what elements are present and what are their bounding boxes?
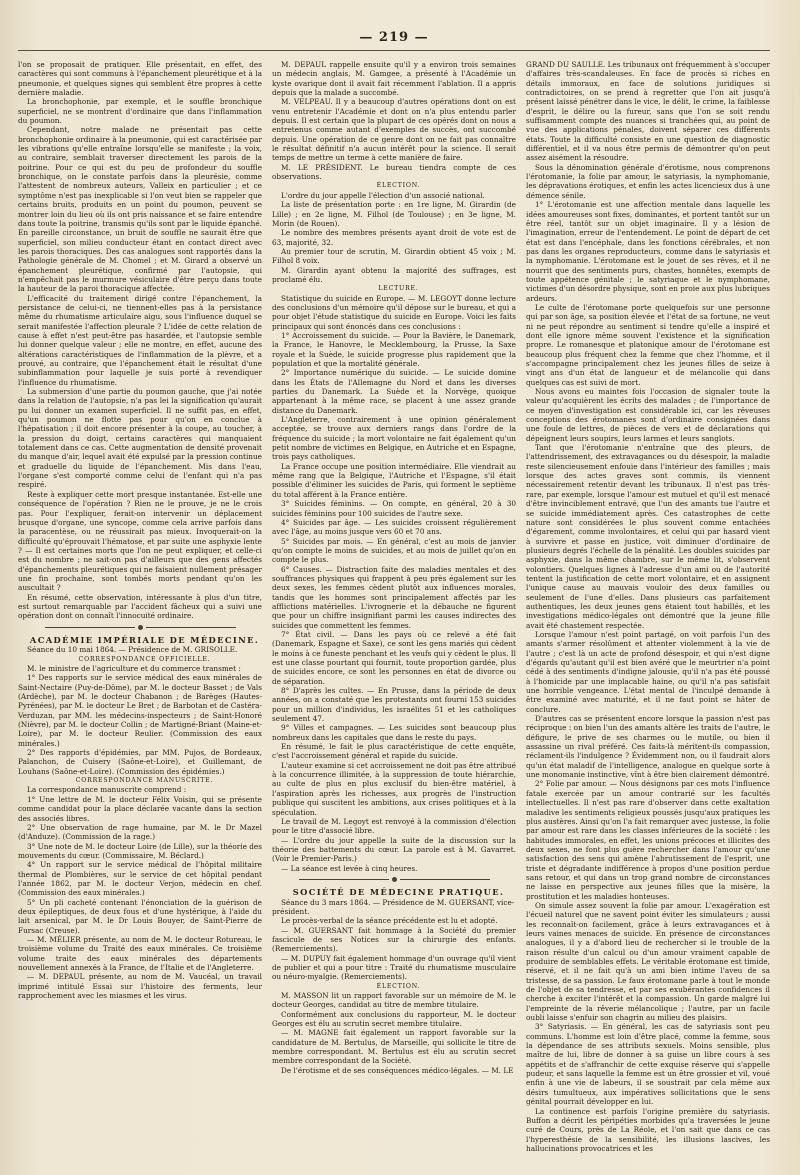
text-columns — [18, 60, 770, 1160]
paragraph: En résumé, cette observation, intéressante à plus d'un titre, est surtout remarquable par l'accident fâcheux qui a suivi une opération dont on connaît l'innocuité ordinaire. — [18, 592, 262, 621]
page-header — [18, 30, 770, 54]
manuscript-correspondence-heading: CORRESPONDANCE MANUSCRITE. — [75, 777, 214, 785]
paragraph: 8° D'après les cultes. — En Prusse, dans la période de deux années, on a constaté que les protestants ont fourni 153 suicides pour un million d'individus, les israélites 51 et les catholiques seulement 47. — [272, 686, 516, 724]
official-correspondence-heading: CORRESPONDANCE OFFICIELLE. — [78, 655, 211, 663]
paragraph: Tant que l'érotomanie n'entraîne que des pleurs, de l'attendrissement, des extravagances ou du désespoir, la maladie reste silencieusement enfouie dans l'intérieur des familles ; mais lorsque des actes graves sont commis, ils viennent nécessairement retentir devant les tribunaux. Il n'est pas très-rare, par exemple, lorsque l'amour est mutuel et qu'il est menacé d'être invinciblement entravé, que l'un des amants tue l'autre et se suicide immédiatement après. Ces catastrophes de cette nature sont considérées le plus souvent comme entachées d'égarement, comme involontaires, et celui qui par hasard vient à survivre et passe en justice, voit diminuer d'ordinaire de plusieurs degrés l'échelle de la pénalité. Les doubles suicides par asphyxie, dans la même chambre, sur le même lit, s'observent volontiers. Quelques lignes à l'adresse d'un ami ou de l'autorité tentent la justification de cette mort volontaire, et en assignent l'unique cause au mauvais vouloir des deux familles ou seulement de l'une d'elles. Dans plusieurs cas parfaitement authentiques, les deux jeunes gens étaient tout habillés, et les investigations médico-légales ont démontré que la jeune fille avait été chastement respectée. — [526, 443, 770, 630]
paragraph: La France occupe une position intermédiaire. Elle viendrait au même rang que la Belgique, l'Autriche et l'Espagne, s'il était possible d'éliminer les suicides de Paris, qui forment le septième du total afférent à la France entière. — [272, 461, 516, 499]
paragraph: Le travail de M. Legoyt est renvoyé à la commission d'élection pour le titre d'associé libre. — [272, 816, 516, 836]
paragraph: 5° Un pli cacheté contenant l'énonciation de la guérison de deux épileptiques, de deux fous et d'une hystérique, à l'aide du lait arsenical, par M. le Dr Louis Bouyer, de Saint-Pierre de Fursac (Creuse). — [18, 897, 262, 935]
paragraph: 5° Suicides par mois. — En général, c'est au mois de janvier qu'on compte le moins de suicides, et au mois de juillet qu'on en compte le plus. — [272, 536, 516, 565]
paragraph: 2° Folie par amour. — Nous désignons par ces mots l'influence fatale exercée par un amour contrarié sur les facultés intellectuelles. Il n'est pas rare d'observer dans cette exaltation maladive les sentiments religieux poussés jusqu'aux pratiques les plus austères. Ainsi qu'on l'a fait remarquer avec justesse, la folie par amour est rare dans les classes inférieures de la société : les habitudes immorales, en effet, les unions précoces et illicites des deux sexes, ne font plus guère rechercher dans l'amour qu'une satisfaction des sens qui amène l'abrutissement de l'esprit, une triste et dégradante indifférence à propos d'une position perdue sans retour, et qui dans un trop grand nombre de circonstances ne laisse en perspective aux jeunes filles que la misère, la prostitution et les maladies honteuses. — [526, 779, 770, 901]
paragraph: 2° Une observation de rage humaine, par M. le Dr Mazel (d'Anduze). (Commission de la rage.) — [18, 822, 262, 842]
paragraph: Le procès-verbal de la séance précédente est lu et adopté. — [281, 916, 498, 926]
academy-session: Séance du 10 mai 1864. — Présidence de M. GRISOLLE. — [27, 645, 238, 655]
paragraph: L'ordre du jour appelle l'élection d'un associé national. — [281, 190, 485, 200]
academy-title: ACADÉMIE IMPÉRIALE DE MÉDECINE. — [29, 634, 260, 645]
paragraph: 2° Importance numérique du suicide. — Le suicide domine dans les États de l'Allemagne du Nord et dans les diverses parties du Danemark. La Suède et la Norvège, quoique appartenant à la même race, se placent à une assez grande distance du Danemark. — [272, 368, 516, 415]
paragraph: Lorsque l'amour n'est point partagé, on voit parfois l'un des amants s'armer résolûment et attenter violemment à la vie de l'autre ; c'est là un acte de profond désespoir, et qui n'est digne d'égards qu'autant qu'il est bien avéré que le meurtrier n'a point cédé à des sentiments d'indigne jalousie, qu'il n'a pas été poussé à l'homicide par une implacable haine, ou qu'il n'a pas satisfait une horrible vengeance. L'état mental de l'inculpé demande à être examiné avec maturité, et il ne faut point se hâter de conclure. — [526, 629, 770, 714]
paragraph: 7° État civil. — Dans les pays où ce relevé a été fait (Danemark, Espagne et Saxe), ce sont les gens mariés qui cèdent le moins à ce funeste penchant et les veufs qui y cèdent le plus. Il est une classe pourtant qui fournit, toute proportion gardée, plus de suicides encore, ce sont les personnes en état de divorce ou de séparation. — [272, 629, 516, 686]
paragraph: 3° Satyriasis. — En général, les cas de satyriasis sont peu communs. L'homme est loin d'être placé, comme la femme, sous la dépendance de ses attributs sexuels. Moins sensible, plus maître de lui, libre de donner à sa guise un libre cours à ses appétits et de s'affranchir de cette exquise réserve qui s'appelle pudeur, et sans laquelle la femme est un être grossier et vil, voué enfin à une vie de labeurs, il se soustrait par cela même aux désirs tumultueux, aux impératives sollicitations que le sens génital pourrait développer en lui. — [526, 1022, 770, 1107]
election-heading: ÉLECTION. — [376, 182, 421, 190]
society-election-heading: ÉLECTION. — [376, 982, 421, 990]
paragraph: — M. DUPUY fait également hommage d'un ouvrage qu'il vient de publier et qui a pour titre : Traité du rhumatisme musculaire ou néuro-myalgie. (Remerciements). — [272, 953, 516, 982]
paragraph: M. MASSON lit un rapport favorable sur un mémoire de M. le docteur Georges, candidat au titre de membre titulaire. — [272, 991, 516, 1010]
paragraph: 1° Accroissement du suicide. — Pour la Bavière, le Danemark, la France, le Hanovre, le Mecklembourg, la Prusse, la Saxe royale et la Suède, le suicide progresse plus rapidement que la population et que la mortalité générale. — [272, 330, 516, 368]
paragraph: M. le ministre de l'agriculture et du commerce transmet : — [27, 664, 241, 673]
paragraph: — M. MAGNE fait également un rapport favorable sur la candidature de M. Bertulus, de Marseille, qui sollicite le titre de membre correspondant. M. Bertulus est élu au scrutin secret membre correspondant de la Société. — [272, 1028, 516, 1066]
society-session: Séance du 3 mars 1864. — Présidence de M. GUERSANT, vice-président. — [272, 897, 515, 916]
paragraph: L'efficacité du traitement dirigé contre l'épanchement, la persistance de celui-ci, ne tiennent-elles pas à la persistance même du rhumatisme articulaire aigu, sous l'influence duquel se serait manifestée l'affection pleurale ? L'idée de cette relation de cause à effet n'est peut-être pas hasardée, et l'autopsie semble lui donner quelque valeur ; elle ne montre, en effet, aucune des altérations caractéristiques de l'inflammation de la plèvre, et a prouvé, au contraire, que l'épanchement était le résultat d'une subinflammation pour laquelle je suis porté à revendiquer l'influence du rhumatisme. — [18, 293, 262, 387]
paragraph: De l'érotisme et de ses conséquences médico-légales. — M. LE — [281, 1065, 514, 1075]
paragraph: — M. GUERSANT fait hommage à la Société du premier fascicule de ses Notices sur la chirurgie des enfants. (Remerciements). — [272, 925, 516, 954]
paragraph: — La séance est levée à cinq heures. — [281, 863, 418, 873]
column-3 — [526, 60, 770, 1160]
paragraph: 1° Une lettre de M. le docteur Félix Voisin, qui se présente comme candidat pour la place déclarée vacante dans la section des associés libres. — [18, 794, 262, 823]
paragraph: La liste de présentation porte : en 1re ligne, M. Girardin (de Lille) ; en 2e ligne, M. Filhol (de Toulouse) ; en 3e ligne, M. Morin (de Rouen). — [272, 200, 516, 228]
paragraph: On simule assez souvent la folie par amour. L'exagération est l'écueil naturel que ne savent point éviter les simulateurs ; aussi les reconnaît-on facilement, grâce à leurs extravagances et à leurs vaines menaces de suicide. En présence de circonstances analogues, il y a d'abord lieu de rechercher si le trouble de la raison résulte d'un calcul ou d'un amour vraiment capable de produire de semblables effets. Le véritable érotomane est timide, réservé, et il ne fait qu'à un ami bien intime l'aveu de sa tristesse, de sa passion. Le faux érotomane parle à tout le monde de l'objet de sa tendresse, et par ses exubérantes confidences il cherche à exciter l'intérêt et la compassion. Un garde malgré lui l'empreinte de la rêverie mélancolique ; l'autre, par un facile oubli laisse s'enfuir son chagrin au milieu des plaisirs. — [526, 900, 770, 1023]
paragraph: 3° Suicides féminins. — On compte, en général, 20 à 30 suicides féminins pour 100 suicides de l'autre sexe. — [272, 499, 516, 518]
lecture-heading: LECTURE. — [378, 285, 419, 293]
paragraph: 4° Un rapport sur le service médical de l'hôpital militaire thermal de Plombières, sur le service de cet hôpital pendant l'année 1862, par M. le docteur Verjon, médecin en chef. (Commission des eaux minérales.) — [18, 860, 262, 898]
section-divider — [272, 876, 516, 885]
paragraph: Statistique du suicide en Europe. — M. LEGOYT donne lecture des conclusions d'un mémoire qu'il dépose sur le bureau, et qui a pour objet l'étude statistique du suicide en Europe. Voici les faits principaux qui sont énoncés dans ces conclusions : — [272, 293, 516, 331]
paragraph: 1° Des rapports sur le service médical des eaux minérales de Saint-Nectaire (Puy-de-Dôme), par M. le docteur Basset ; de Vals (Ardèche), par M. le docteur Chabanon ; de Barèges (Hautes-Pyrénées), par M. le docteur Le Bret ; de Barbotan et de Castéra-Verduzan, par MM. les médecins-inspecteurs ; de Saint-Honoré (Nièvre), par M. le docteur Collin ; de Martigné-Briant (Maine-et-Loire), par M. le docteur Reulier. (Commission des eaux minérales.) — [18, 673, 262, 748]
paragraph: GRAND DU SAULLE. Les tribunaux ont fréquemment à s'occuper d'affaires très-scandaleuses. En face de procès si riches en détails immoraux, en face de solutions juridiques si contradictoires, on se prend à regretter que l'on ait jusqu'à présent laissé pénétrer dans le vice, le délit, le crime, la faiblesse d'esprit, le délire ou la fureur, sans que l'on se soit rendu suffisamment compte des nuances si tranchées qui, au point de vue des applications pénales, doivent séparer ces différents états. Toute la difficulté consiste en une question de diagnostic différentiel, et il va nous être permis de démontrer qu'on peut assez aisément la résoudre. — [526, 60, 770, 163]
paragraph: M. Girardin ayant obtenu la majorité des suffrages, est proclamé élu. — [272, 265, 516, 284]
paragraph: M. LE PRÉSIDENT. Le bureau tiendra compte de ces observations. — [272, 162, 516, 182]
paragraph: La submersion d'une partie du poumon gauche, que j'ai notée dans la relation de l'autopsie, n'a pas lei la signification qu'aurait pu lui donner un examen superficiel. Il ne suffit pas, en effet, qu'un poumon ne flotte pas pour qu'on en conclue à l'hépatisation ; il doit encore présenter à la coupe, au toucher, à la pression du doigt, certains caractères qui manquaient totalement dans ce cas. Cette augmentation de densité provenait du manque d'air, lequel avait été expulsé par la pression continue et graduelle du liquide de l'épanchement. Mis dans l'eau, l'organe s'est comporté comme celui de l'enfant qui n'a pas respiré. — [18, 387, 262, 490]
paragraph: Le nombre des membres présents ayant droit de vote est de 63, majorité, 32. — [272, 228, 516, 247]
paragraph: Sous la dénomination générale d'érotisme, nous comprenons l'érotomanie, la folie par amour, le satyriasis, la nymphomanie, les dépravations érotiques, et enfin les actes licencieux dus à une démence sénile. — [526, 162, 770, 200]
paragraph: 2° Des rapports d'épidémies, par MM. Pujos, de Bordeaux, Palanchon, de Cuisery (Saône-et-Loire), et Guillemant, de Louhans (Saône-et-Loire). (Commission des épidémies.) — [18, 748, 262, 776]
paragraph: Cependant, notre malade ne présentait pas cette bronchophonie ordinaire à la pneumonie, qui est caractérisée par les vibrations qu'elle entraîne lorsqu'elle se manifeste ; la voix, au contraire, semblait traverser directement les parois de la poitrine. Pour ce qui est du peu de profondeur du souffle bronchique, on le constate parfois dans la pleurésie, comme l'attestent de nombreux auteurs, Valleix en particulier ; et ce symptôme n'est pas inexplicable si l'on veut bien se rappeler que certains bruits, produits en un point du poumon, peuvent se montrer loin du lieu où ils ont pris naissance et se faire entendre dans toute la poitrine, transmis qu'ils sont par le liquide épanché. En pareille circonstance, un bruit de souffle ne saurait être que superficiel, son milieu conducteur étant en contact direct avec les parois thoraciques. Des cas analogues sont rapportés dans la Pathologie générale de M. Chomel ; et M. Girard a observé un épanchement pleurétique, confirmé par l'autopsie, qui n'empêchait pas le murmure vésiculaire d'être perçu dans toute la hauteur de la paroi thoracique affectée. — [18, 125, 262, 294]
paragraph: — L'ordre du jour appelle la suite de la discussion sur la théorie des battements du cœur. La parole est à M. Gavarret. (Voir le Premier-Paris.) — [272, 835, 516, 864]
paragraph: La correspondance manuscrite comprend : — [27, 785, 187, 795]
page-fold-shadow — [792, 22, 794, 1162]
paragraph: — M. MÉLIER présente, au nom de M. le docteur Rotureau, le troisième volume du Traité des eaux minérales. Ce troisième volume traite des eaux minérales des départements nouvellement annexés à la France, de l'Italie et de l'Angleterre. — [18, 934, 262, 972]
column-2 — [272, 60, 516, 1160]
paragraph: Le culte de l'érotomane porte quelquefois sur une personne qui par son âge, sa position élevée et l'état de sa fortune, ne veut ni ne peut répondre au sentiment si tendre qu'elle a inspiré et dont elle ignore même souvent l'existence et la signification propre. Le romanesque et platonique amour de l'érotomane est beaucoup plus fréquent chez la femme que chez l'homme, et il s'accompagne principalement chez les jeunes filles de seize à vingt ans d'un état de langueur et de mélancolie qui dans quelques cas est suivi de mort. — [526, 302, 770, 387]
paragraph: 4° Suicides par âge. — Les suicides croissent régulièrement avec l'âge, au moins jusque vers 60 et 70 ans. — [272, 517, 516, 537]
paragraph: La continence est parfois l'origine première du satyriasis. Buffon a décrit les péripéties morbides qu'a traversées le jeune curé de Cours, près de La Réole, et l'on sait que dans ce cas l'hyperesthésie de la sensibilité, les illusions lascives, les hallucinations provocatrices et les — [526, 1106, 770, 1153]
paragraph: La bronchophonie, par exemple, et le souffle bronchique superficiel, ne se montrent d'ordinaire que dans l'inflammation du poumon. — [18, 97, 262, 126]
paragraph: 9° Villes et campagnes. — Les suicides sont beaucoup plus nombreux dans les capitales que dans le reste du pays. — [272, 723, 516, 742]
paragraph: 6° Causes. — Distraction faite des maladies mentales et des souffrances physiques qui frappent à peu près également sur les deux sexes, les femmes cèdent plutôt aux influences morales, tandis que les hommes sont principalement affectés par les afflictions matérielles. L'ivrognerie et la débauche ne figurent que pour un chiffre insignifiant parmi les causes indirectes des suicides que commettent les femmes. — [272, 564, 516, 630]
section-divider — [18, 624, 262, 633]
paragraph: M. VELPEAU. Il y a beaucoup d'autres opérations dont on est venu entretenir l'Académie et dont on n'a plus entendu parler depuis. Il est certain que la plupart de ces opérés dont on nous a entretenus comme autant d'exemples de succès, ont succombé depuis. Une opération de ce genre dont on ne fait pas connaître le résultat définitif n'a aucun intérêt pour la science. Il serait temps de mettre un terme à cette manière de faire. — [272, 97, 516, 163]
paragraph: L'Angleterre, contrairement à une opinion généralement acceptée, se trouve aux derniers rangs dans l'ordre de la fréquence du suicide ; la mort volontaire ne fait également qu'un petit nombre de victimes en Belgique, en Autriche et en Espagne, trois pays catholiques. — [272, 415, 516, 462]
paragraph: Au premier tour de scrutin, M. Girardin obtient 45 voix ; M. Filhol 8 voix. — [272, 246, 516, 266]
paragraph: En résumé, le fait le plus caractéristique de cette enquête, c'est l'accroissement général et rapide du suicide. — [272, 742, 516, 761]
paragraph: Nous avons eu maintes fois l'occasion de signaler toute la valeur qu'acquièrent les écrits des malades ; de l'importance de ce moyen d'investigation est considérable ici, car les rêveuses conceptions des érotomanes sont d'ordinaire consignées dans une foule de lettres, de pièces de vers et de déclarations qui dépeignent leurs soupirs, leurs larmes et leurs sanglots. — [526, 387, 770, 443]
paragraph: 1° L'érotomanie est une affection mentale dans laquelle les idées amoureuses sont fixes, dominantes, et portent tantôt sur un être réel, tantôt sur un objet imaginaire. Il y a lésion de l'imagination, erreur de l'entendement. Le point de départ de cet état est dans l'encéphale, dans les fonctions cérébrales, et non pas dans les organes reproducteurs, comme dans le satyriasis et la nymphomanie. L'érotomane est le jouet de ses rêves, et il ne nourrit que des sentiments purs, chastes, honnêtes, exempts de toute appétence génitale ; le satyriaque et le nymphomane, victimes d'un désordre physique, sont en proie aux plus lubriques ardeurs. — [526, 200, 770, 303]
paragraph: M. DEPAUL rappelle ensuite qu'il y a environ trois semaines un médecin anglais, M. Gamgee, a présenté à l'Académie un kyste ovarique dont il avait fait récemment l'ablation. Il a appris depuis que la malade a succombé. — [272, 60, 516, 98]
column-1 — [18, 60, 262, 1160]
paragraph: D'autres cas se présentent encore lorsque la passion n'est pas réciproque : on bien l'un des amants altère les traits de l'autre, le défigure, le prive de ses charmes ou le mutile, ou bien il assassine un rival préféré. Ces faits-là méritent-ils compassion, réclament-ils l'indulgence ? Évidemment non, ou il faudrait alors qu'un état maladif de l'intelligence, analogue en quelque sorte à une monomanie instinctive, vînt à être bien clairement démontré. — [526, 714, 770, 780]
paragraph: Conformément aux conclusions du rapporteur, M. le docteur Georges est élu au scrutin secret membre titulaire. — [272, 1009, 516, 1029]
paragraph: 3° Une note de M. le docteur Loire (de Lille), sur la théorie des mouvements du cœur. (Commissaire, M. Béclard.) — [18, 841, 262, 860]
header-rule — [18, 50, 770, 51]
paragraph: L'auteur examine si cet accroissement ne doit pas être attribué à la concurrence illimitée, à la suppression de toute hiérarchie, au culte de plus en plus exclusif du bien-être matériel, à l'aspiration après les richesses, aux progrès de l'instruction publique qui suscitent les ambitions, aux crises politiques et à la spéculation. — [272, 760, 516, 817]
paragraph: Reste à expliquer cette mort presque instantanée. Est-elle une conséquence de l'opération ? Rien ne le prouve, je ne le crois pas. Pour l'expliquer, ferait-on intervenir un déplacement brusque d'organe, une syncope, comme cela arrive parfois dans la paracentèse, ou ne réussirait pas mieux. Invoquerait-on la difficulté qu'éprouvait l'hématose, et par suite une asphyxie lente ? — Il est certaines morts que l'on ne peut expliquer, et celle-ci est du nombre ; ne sait-on pas d'ailleurs que des gens affectés d'épanchements pleurétiques qui ne faisaient nullement présager une fin prochaine, sont tombés morts pendant qu'on les auscultait ? — [18, 489, 262, 593]
paragraph: — M. DEPAUL présente, au nom de M. Vaucéal, un travail imprimé intitulé Essai sur l'histoire des ferments, leur rapprochement avec les miasmes et les virus. — [18, 972, 262, 1001]
society-title: SOCIÉTÉ DE MÉDECINE PRATIQUE. — [292, 887, 505, 898]
page-number: — 219 — — [359, 30, 429, 45]
paragraph: l'on se proposait de pratiquer. Elle présentait, en effet, des caractères qui sont communs à l'épanchement pleurétique et à la pneumonie, et quelques signes qui semblent être propres à cette dernière maladie. — [18, 60, 262, 98]
